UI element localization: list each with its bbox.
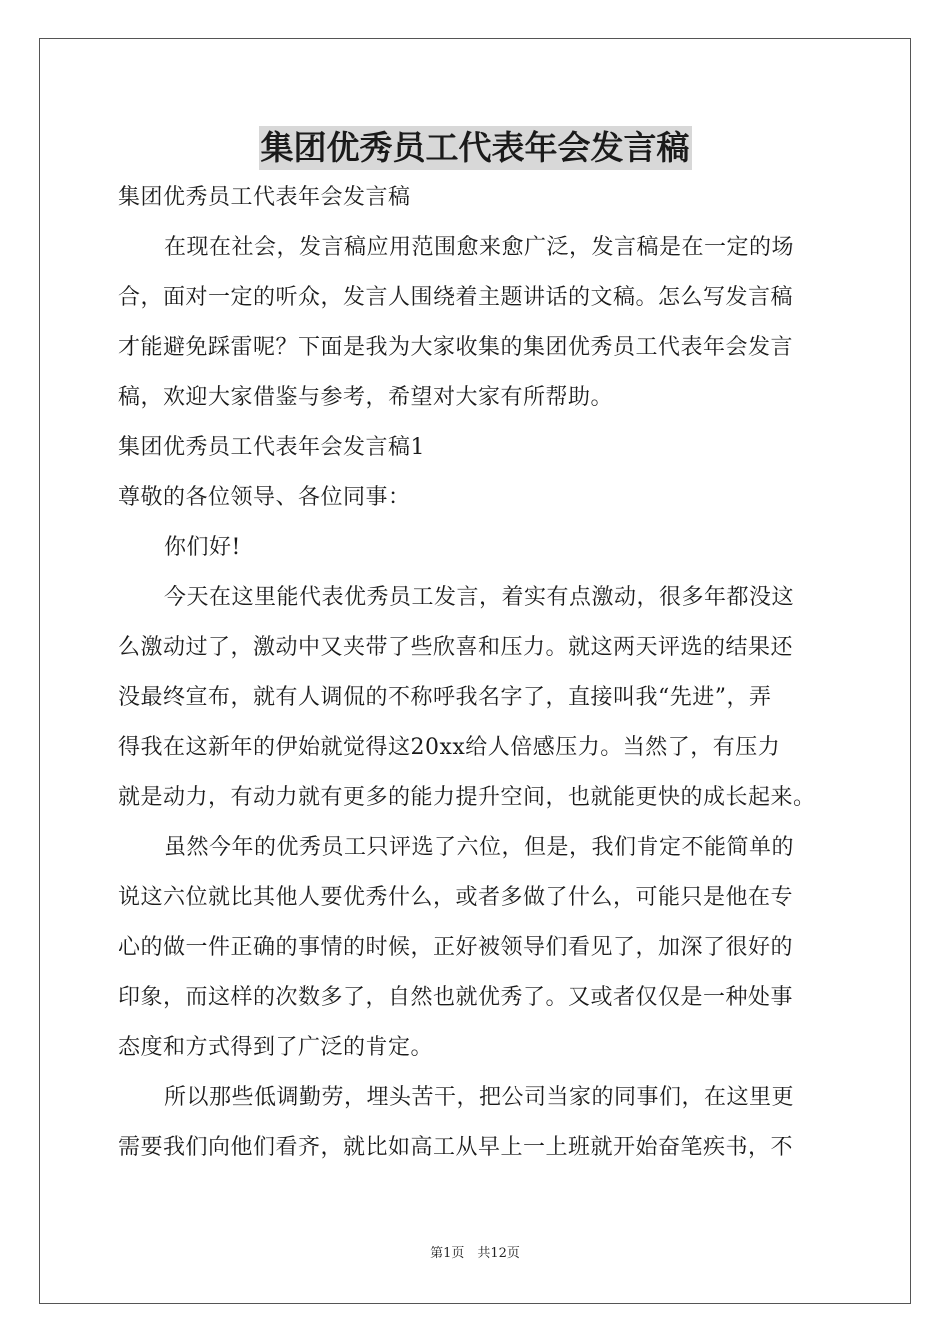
body-paragraph-line: 态度和方式得到了广泛的肯定。 [118,1035,434,1060]
intro-paragraph-line: 在现在社会，发言稿应用范围愈来愈广泛，发言稿是在一定的场 [164,235,795,260]
body-paragraph-line: 就是动力，有动力就有更多的能力提升空间，也就能更快的成长起来。 [118,785,816,810]
body-paragraph-line: 印象，而这样的次数多了，自然也就优秀了。又或者仅仅是一种处事 [118,985,794,1010]
body-paragraph-line: 么激动过了，激动中又夹带了些欣喜和压力。就这两天评选的结果还 [118,635,794,660]
subtitle-line: 集团优秀员工代表年会发言稿 [118,185,411,210]
intro-paragraph-line: 稿，欢迎大家借鉴与参考，希望对大家有所帮助。 [118,385,614,410]
section-heading: 集团优秀员工代表年会发言稿1 [118,435,425,460]
body-paragraph-line: 今天在这里能代表优秀员工发言，着实有点激动，很多年都没这 [164,585,795,610]
document-title [0,126,950,170]
body-paragraph-line: 心的做一件正确的事情的时候，正好被领导们看见了，加深了很好的 [118,935,794,960]
body-paragraph-line: 没最终宣布，就有人调侃的不称呼我名字了，直接叫我“先进”，弄 [118,685,772,710]
body-paragraph-line: 说这六位就比其他人要优秀什么，或者多做了什么，可能只是他在专 [118,885,794,910]
intro-paragraph-line: 才能避免踩雷呢？下面是我为大家收集的集团优秀员工代表年会发言 [118,335,794,360]
body-paragraph-line: 得我在这新年的伊始就觉得这20xx给人倍感压力。当然了，有压力 [118,735,781,760]
document-title-text: 集团优秀员工代表年会发言稿 [259,126,692,170]
body-paragraph-line: 虽然今年的优秀员工只评选了六位，但是，我们肯定不能简单的 [164,835,795,860]
body-paragraph-line: 所以那些低调勤劳，埋头苦干，把公司当家的同事们，在这里更 [164,1085,795,1110]
intro-paragraph-line: 合，面对一定的听众，发言人围绕着主题讲话的文稿。怎么写发言稿 [118,285,794,310]
page-border [39,38,911,1304]
greeting-line: 你们好! [164,535,241,560]
page-number-footer: 第1页 共12页 [430,1246,520,1261]
body-paragraph-line: 需要我们向他们看齐，就比如高工从早上一上班就开始奋笔疾书，不 [118,1135,794,1160]
salutation-line: 尊敬的各位领导、各位同事： [118,485,411,510]
